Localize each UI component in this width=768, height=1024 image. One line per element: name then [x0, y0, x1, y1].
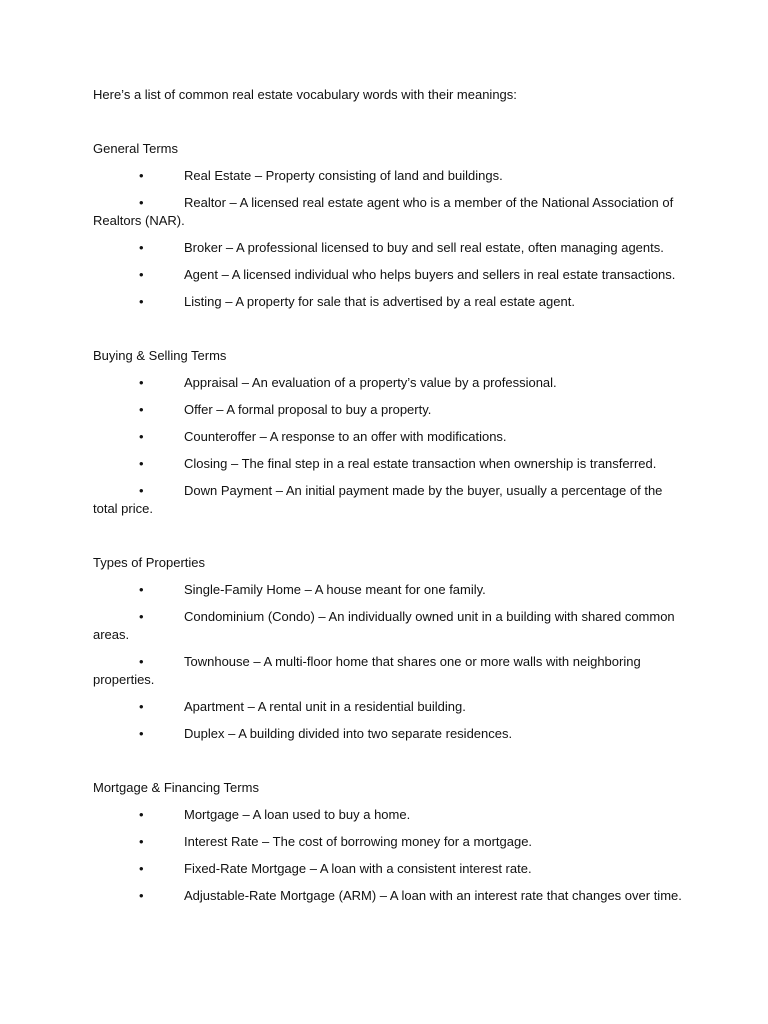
section-heading: Mortgage & Financing Terms — [93, 780, 259, 795]
list-item — [93, 581, 683, 599]
section-general-terms — [93, 140, 683, 311]
list-item — [93, 725, 683, 743]
list-item — [93, 455, 683, 473]
list-item — [93, 266, 683, 284]
list-item — [93, 482, 683, 518]
list-item-text: Real Estate – Property consisting of land and buildings. — [184, 168, 503, 183]
bullet-icon: • — [139, 654, 144, 669]
list-item — [93, 167, 683, 185]
bullet-icon: • — [139, 195, 144, 210]
bullet-icon: • — [139, 861, 144, 876]
list-item — [93, 194, 683, 230]
bullet-icon: • — [139, 429, 144, 444]
list-item — [93, 698, 683, 716]
list-item-text: Condominium (Condo) – An individually owned unit in a building with shared common areas. — [93, 609, 675, 642]
intro-paragraph: Here’s a list of common real estate vocabulary words with their meanings: — [93, 87, 517, 102]
section-heading: General Terms — [93, 141, 179, 156]
bullet-icon: • — [139, 375, 144, 390]
bullet-icon: • — [139, 402, 144, 417]
bullet-icon: • — [139, 609, 144, 624]
bullet-icon: • — [139, 726, 144, 741]
list-item — [93, 860, 683, 878]
list-item — [93, 806, 683, 824]
section-buying-selling-terms — [93, 347, 683, 518]
section-heading: Buying & Selling Terms — [93, 348, 227, 363]
bullet-icon: • — [139, 168, 144, 183]
list-item — [93, 887, 683, 905]
section-heading: Types of Properties — [93, 555, 205, 570]
section-types-of-properties — [93, 554, 683, 743]
bullet-icon: • — [139, 483, 144, 498]
list-item-text: Townhouse – A multi-floor home that shares one or more walls with neighboring properties. — [93, 654, 641, 687]
list-item — [93, 428, 683, 446]
bullet-icon: • — [139, 267, 144, 282]
bullet-icon: • — [139, 888, 144, 903]
list-item — [93, 608, 683, 644]
list-item-text: Counteroffer – A response to an offer with modifications. — [184, 429, 507, 444]
list-item-text: Fixed-Rate Mortgage – A loan with a consistent interest rate. — [184, 861, 532, 876]
bullet-icon: • — [139, 582, 144, 597]
bullet-icon: • — [139, 807, 144, 822]
list-item — [93, 401, 683, 419]
list-item-text: Listing – A property for sale that is advertised by a real estate agent. — [184, 294, 575, 309]
list-item-text: Interest Rate – The cost of borrowing money for a mortgage. — [184, 834, 533, 849]
bullet-icon: • — [139, 240, 144, 255]
list-item-text: Realtor – A licensed real estate agent who is a member of the National Association of Realtors (NAR). — [93, 195, 674, 228]
list-item-text: Agent – A licensed individual who helps buyers and sellers in real estate transactions. — [184, 267, 676, 282]
list-item-text: Single-Family Home – A house meant for one family. — [184, 582, 486, 597]
section-mortgage-financing-terms — [93, 779, 683, 905]
list-item — [93, 653, 683, 689]
list-item — [93, 293, 683, 311]
list-item-text: Appraisal – An evaluation of a property’s value by a professional. — [184, 375, 557, 390]
list-item-text: Adjustable-Rate Mortgage (ARM) – A loan with an interest rate that changes over time. — [184, 888, 682, 903]
list-item — [93, 239, 683, 257]
list-item-text: Duplex – A building divided into two separate residences. — [184, 726, 513, 741]
bullet-icon: • — [139, 456, 144, 471]
document-page — [93, 86, 683, 914]
list-item-text: Mortgage – A loan used to buy a home. — [184, 807, 411, 822]
list-item-text: Down Payment – An initial payment made by the buyer, usually a percentage of the total price. — [93, 483, 663, 516]
list-item — [93, 374, 683, 392]
list-item — [93, 833, 683, 851]
list-item-text: Closing – The final step in a real estate transaction when ownership is transferred. — [184, 456, 657, 471]
bullet-icon: • — [139, 834, 144, 849]
bullet-icon: • — [139, 294, 144, 309]
bullet-icon: • — [139, 699, 144, 714]
list-item-text: Apartment – A rental unit in a residential building. — [184, 699, 466, 714]
list-item-text: Offer – A formal proposal to buy a property. — [184, 402, 432, 417]
list-item-text: Broker – A professional licensed to buy and sell real estate, often managing agents. — [184, 240, 664, 255]
